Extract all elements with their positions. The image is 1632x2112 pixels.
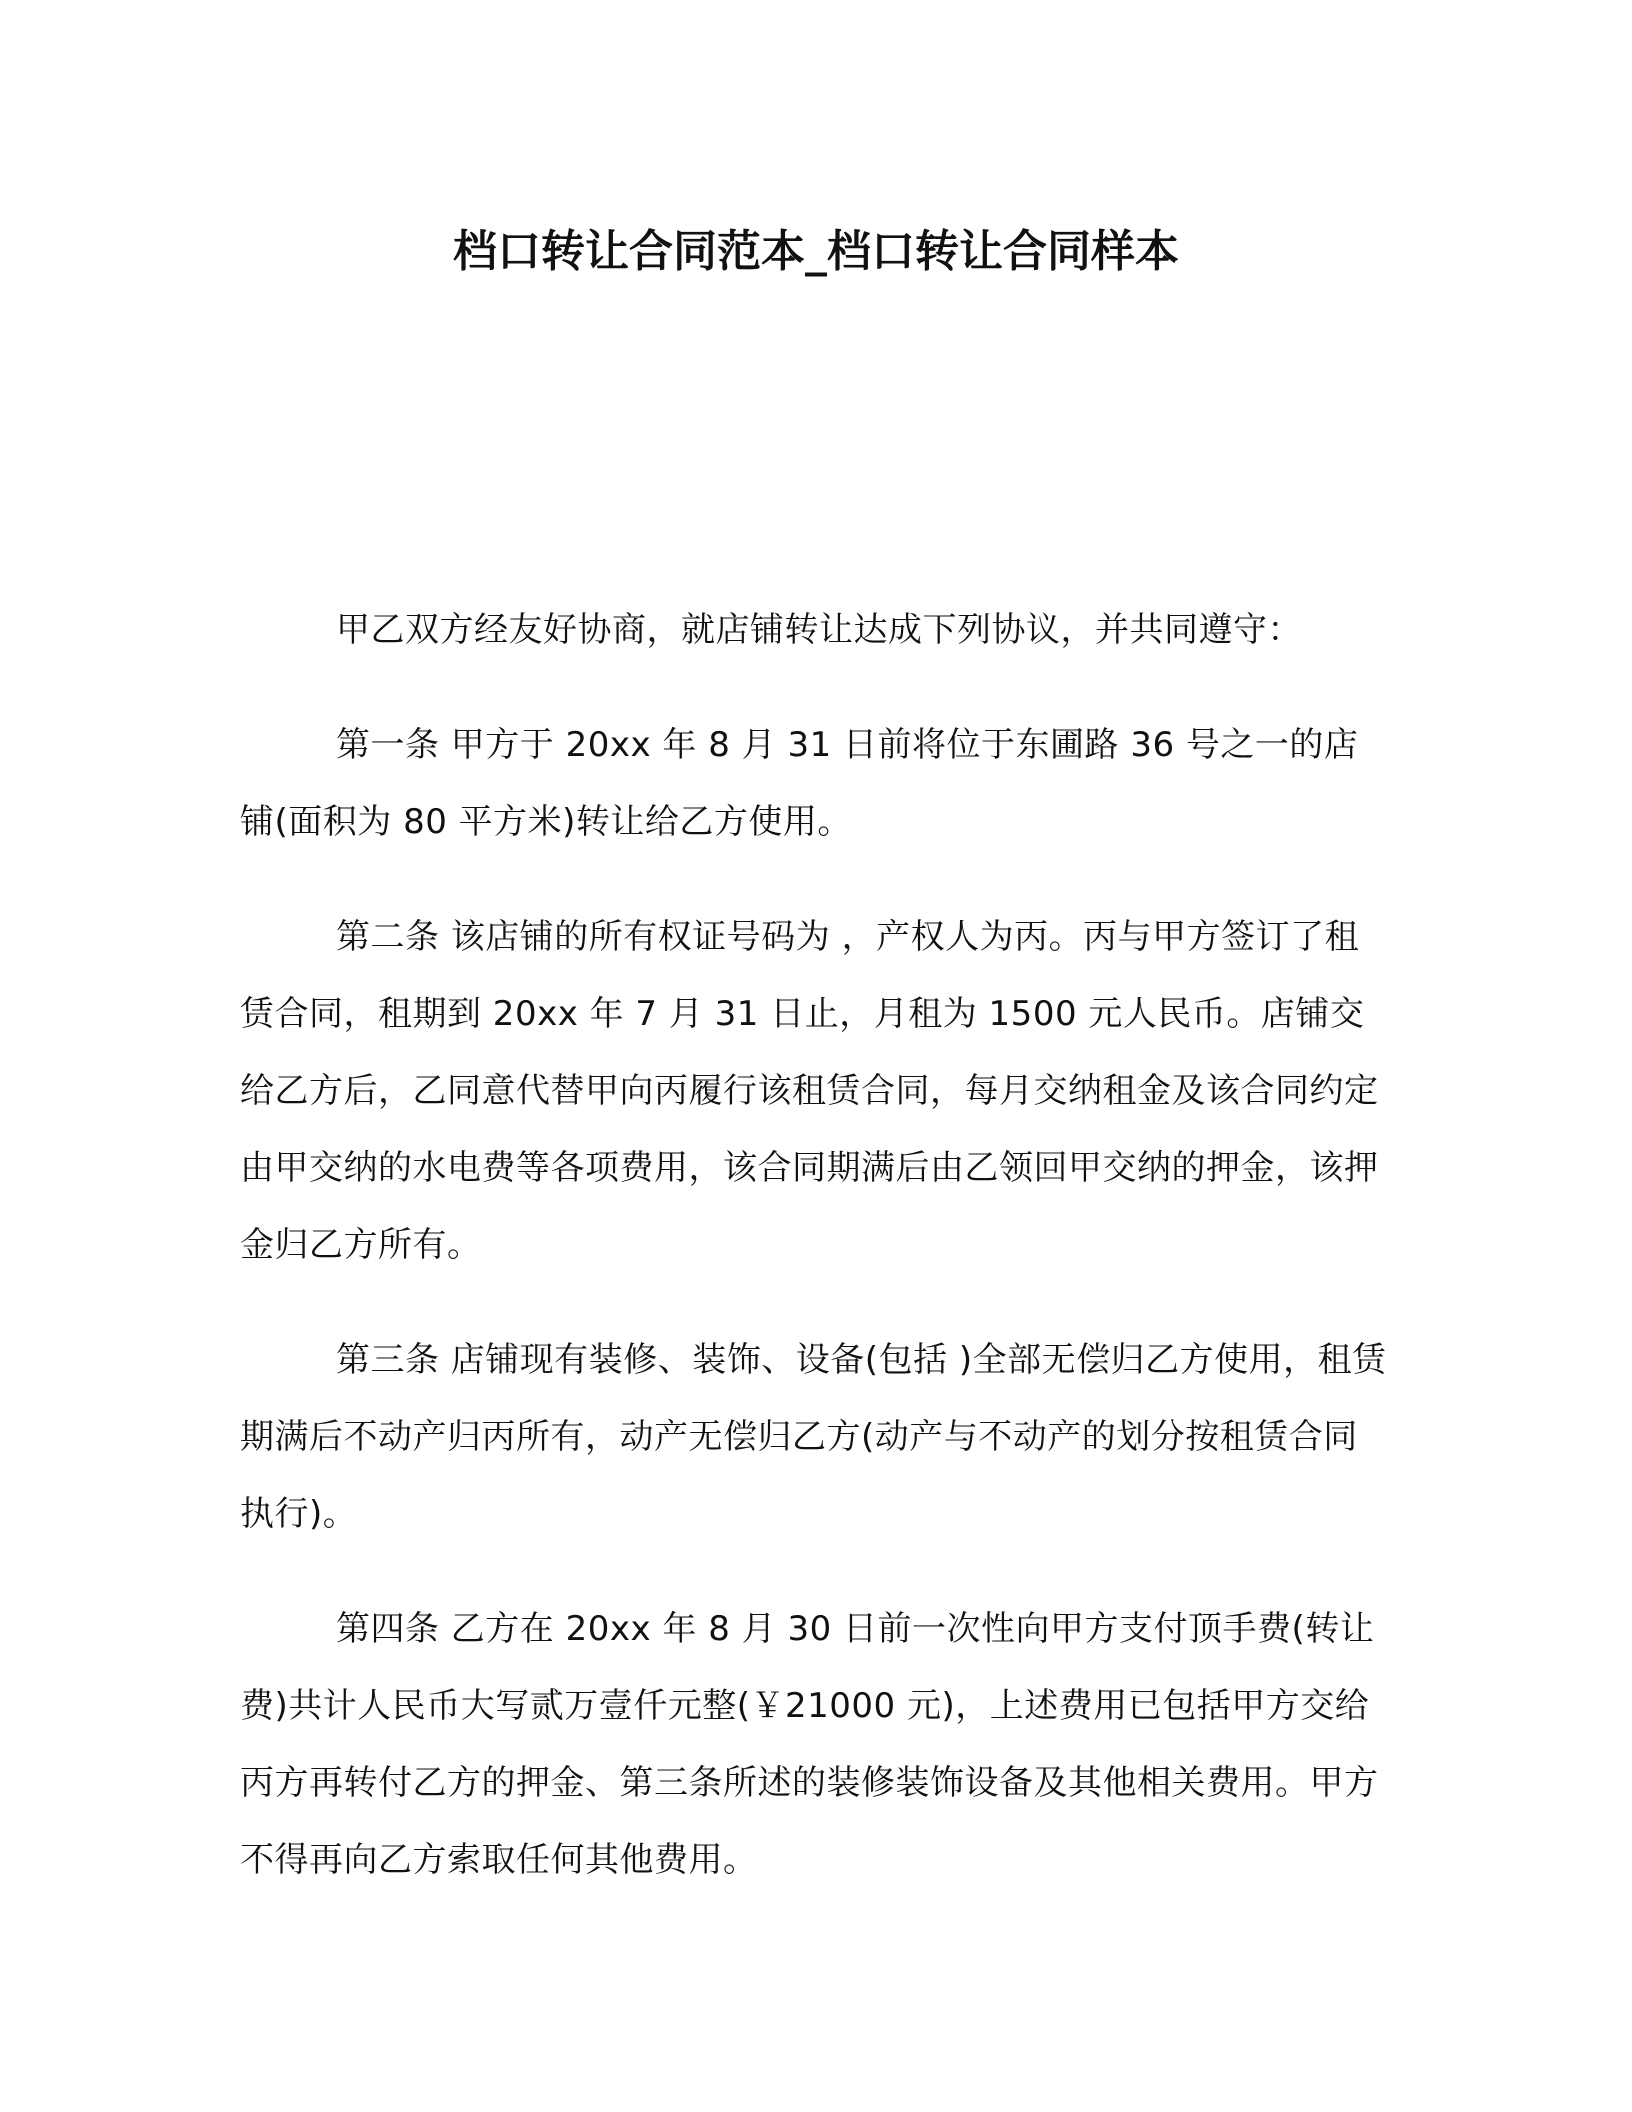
- paragraph-article-3: 第三条 店铺现有装修、装饰、设备(包括 )全部无偿归乙方使用，租赁期满后不动产归丙所有，动产无偿归乙方(动产与不动产的划分按租赁合同执行)。: [240, 1340, 1387, 1534]
- document-title: 档口转让合同范本_档口转让合同样本: [453, 226, 1179, 277]
- paragraph-article-2: 第二条 该店铺的所有权证号码为 ，产权人为丙。丙与甲方签订了租赁合同，租期到 20xx 年 7 月 31 日止，月租为 1500 元人民币。店铺交给乙方后，乙同意代替甲向丙履行该租赁合同，每月交纳租金及该合同约定由甲交纳的水电费等各项费用，该合同期满后由乙领回甲交纳的押金，该押金归乙方所有。: [240, 917, 1379, 1265]
- paragraph-article-1: 第一条 甲方于 20xx 年 8 月 31 日前将位于东圃路 36 号之一的店铺(面积为 80 平方米)转让给乙方使用。: [240, 725, 1359, 842]
- document-body: [240, 592, 1392, 1937]
- paragraph-intro: 甲乙双方经友好协商，就店铺转让达成下列协议，并共同遵守：: [336, 610, 1302, 650]
- paragraph-article-4: 第四条 乙方在 20xx 年 8 月 30 日前一次性向甲方支付顶手费(转让费)共计人民币大写贰万壹仟元整(￥21000 元)，上述费用已包括甲方交给丙方再转付乙方的押金、第三条所述的装修装饰设备及其他相关费用。甲方不得再向乙方索取任何其他费用。: [240, 1609, 1379, 1880]
